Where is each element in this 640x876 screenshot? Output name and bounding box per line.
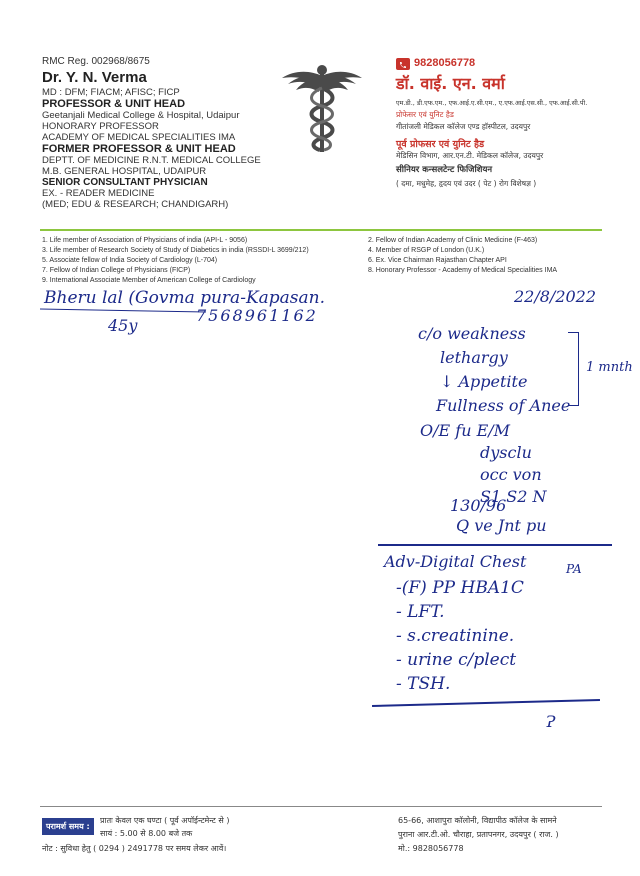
patient-age: 45y <box>108 316 138 335</box>
department-hindi: मेडिसिन विभाग, आर.एन.टी. मेडिकल कॉलेज, उदयपुर <box>396 151 544 160</box>
membership-item: 4. Member of RSGP of London (U.K.) <box>368 247 485 254</box>
membership-item: 3. Life member of Research Society of Study of Diabetics in india (RSSDI-L 3699/212) <box>42 247 309 254</box>
advice-item: - LFT. <box>396 602 445 622</box>
header-divider <box>40 229 602 231</box>
signature: Ɂ <box>546 712 556 731</box>
examination-list <box>420 420 546 508</box>
former-hindi: पूर्व प्रोफसर एवं युनिट हैड <box>396 139 485 150</box>
advice-title: Adv-Digital Chest <box>384 552 527 571</box>
specialty-hindi: ( दमा, मधुमेह, हृदय एवं उदर ( पेट ) रोग विशेषज्ञ ) <box>396 179 537 188</box>
honorary-title: HONORARY PROFESSOR <box>42 121 159 132</box>
appointment-note: नोट : सुविधा हेतु ( 0294 ) 2491778 पर समय लेकर आवें। <box>42 844 227 853</box>
memberships-left <box>42 236 309 286</box>
membership-item: 8. Honorary Professor - Academy of Medical Specialities IMA <box>368 267 558 274</box>
advice-divider <box>378 544 612 546</box>
complaint-item: lethargy <box>440 348 508 367</box>
exam-item: S1 S2 N <box>480 487 547 506</box>
membership-item: 6. Ex. Vice Chairman Rajasthan Chapter API <box>368 257 507 264</box>
exam-item: dysclu <box>480 443 532 462</box>
department: DEPTT. OF MEDICINE R.N.T. MEDICAL COLLEGE <box>42 155 261 166</box>
doctor-name: Dr. Y. N. Verma <box>42 69 147 86</box>
prescription-date: 22/8/2022 <box>514 287 597 306</box>
timing-morning: प्रातः केवल एक घण्टा ( पूर्व अपॉईन्टमेन्ट से ) <box>100 816 230 825</box>
membership-item: 2. Fellow of Indian Academy of Clinic Medicine (F-463) <box>368 237 538 244</box>
advice-item: - s.creatinine. <box>396 626 515 646</box>
duration-note: 1 mnth <box>586 360 633 375</box>
underline <box>40 309 206 313</box>
professor-title: PROFESSOR & UNIT HEAD <box>42 98 186 110</box>
advice-item: - TSH. <box>396 674 451 694</box>
rmc-reg: RMC Reg. 002968/8675 <box>42 56 150 67</box>
degrees: MD : DFM; FIACM; AFISC; FICP <box>42 87 180 98</box>
doctor-name-hindi: डॉ. वाई. एन. वर्मा <box>396 74 505 93</box>
advice-item: -(F) PP HBA1C <box>396 578 524 598</box>
mobile-number: मो.: 9828056778 <box>398 844 464 853</box>
phone-icon <box>396 58 410 70</box>
bracket <box>568 332 579 406</box>
professor-hindi: प्रोफेसर एवं युनिट हैड <box>396 110 454 119</box>
timing-evening: सायं : 5.00 से 8.00 बजे तक <box>100 829 193 838</box>
complaints-list <box>418 322 570 418</box>
phone-number: 9828056778 <box>414 57 476 69</box>
advice-title-sub: PA <box>566 562 582 576</box>
former-title: FORMER PROFESSOR & UNIT HEAD <box>42 143 236 155</box>
membership-item: 7. Fellow of Indian College of Physicians (FICP) <box>42 267 191 274</box>
advice-list <box>396 576 524 696</box>
footer-divider <box>40 806 602 807</box>
patient-name: Bheru lal (Govma pura-Kapasan. <box>44 288 326 308</box>
complaint-item: Fullness of Anee <box>436 396 571 415</box>
senior-hindi: सीनियर कन्सलटेन्ट फिजिशियन <box>396 165 493 175</box>
blood-pressure: 130/96 <box>450 496 507 515</box>
exam-item: O/E fu E/M <box>420 421 511 440</box>
degrees-hindi: एम.डी., डी.एफ.एम., एफ.आई.ए.सी.एम., ए.एफ.आई.एस.सी., एफ.आई.सी.पी. <box>396 99 588 107</box>
address-line-1: 65-66, आशापुरा कॉलोनी, विद्यापीठ कॉलेज के सामने <box>398 816 557 825</box>
senior-title: SENIOR CONSULTANT PHYSICIAN <box>42 177 208 188</box>
bp-note: Q ve Jnt pu <box>456 516 547 535</box>
membership-item: 1. Life member of Association of Physicians of india (API-L - 9056) <box>42 237 248 244</box>
caduceus-icon <box>280 58 364 154</box>
ex-reader: EX. - READER MEDICINE <box>42 188 155 199</box>
complaint-item: ↓ Appetite <box>440 372 528 391</box>
college-hindi: गीतांजली मेडिकल कॉलेज एण्ड हॉस्पीटल, उदयपुर <box>396 122 531 131</box>
advice-item: - urine c/plect <box>396 650 517 670</box>
timing-label: परामर्श समय : <box>42 818 94 835</box>
college-name: Geetanjali Medical College & Hospital, Udaipur <box>42 110 240 121</box>
med-edu: (MED; EDU & RESEARCH; CHANDIGARH) <box>42 199 229 210</box>
patient-phone: 7568961162 <box>196 306 318 325</box>
address-line-2: पुराना आर.टी.ओ. चौराहा, प्रतापनगर, उदयपुर ( राज. ) <box>398 830 559 839</box>
complaint-item: c/o weakness <box>418 324 526 343</box>
closing-line <box>372 699 600 706</box>
memberships-right <box>368 236 557 276</box>
membership-item: 9. International Associate Member of American College of Cardiology <box>42 277 256 284</box>
membership-item: 5. Associate fellow of India Society of Cardiology (L-704) <box>42 257 218 264</box>
exam-item: occ von <box>480 465 542 484</box>
hospital: M.B. GENERAL HOSPITAL, UDAIPUR <box>42 166 207 177</box>
doctor-header-left <box>42 56 261 210</box>
academy-name: ACADEMY OF MEDICAL SPECIALITIES IMA <box>42 132 236 143</box>
